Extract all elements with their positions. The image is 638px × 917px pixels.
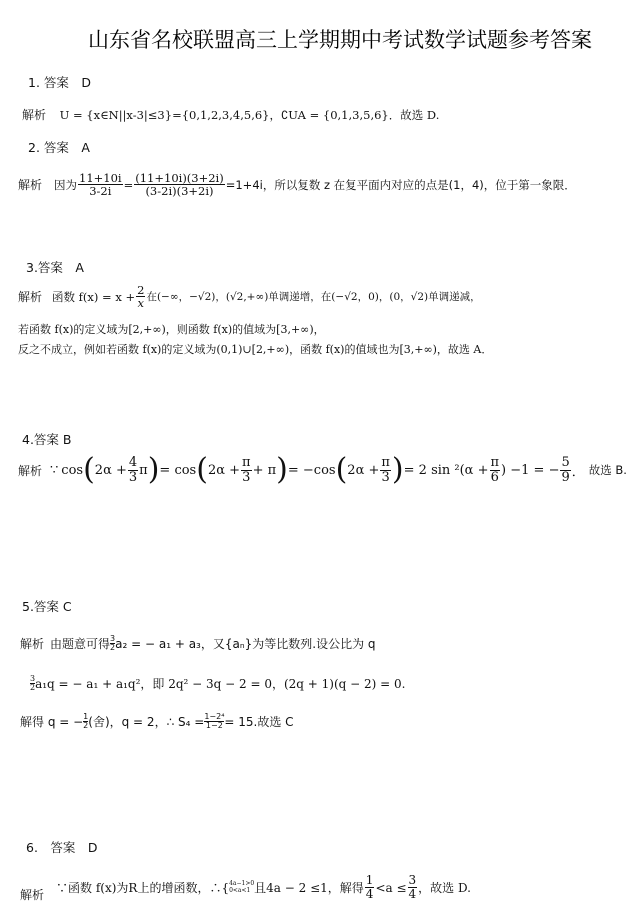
q6-frac-2 [408,874,418,900]
q4-a12: = 2 sin ²(α + [403,462,489,478]
q4-frac-3 [380,456,391,484]
q4-frac-3-num: π [381,454,390,470]
q5-l1: 由题意可得 [50,637,111,652]
q6-system-line-1: 4a−1>0 [229,879,255,887]
q5-l3-frac-1-den: 2 [83,721,89,731]
q6-frac-1 [365,874,375,900]
q5-l3c: = 15.故选 C [224,715,294,730]
q4-a8: + π [252,462,277,478]
q4-a14: ) −1 = − [501,462,560,478]
q4-frac-1-num: 4 [128,454,138,470]
q5-l3-frac-2-num: 1−2⁴ [204,712,225,721]
q4-paren-close-3: ) [391,452,404,487]
q2-answer-heading: 2. 答案 A [28,140,90,155]
q3-solution-label: 解析 [18,290,43,305]
q6-l2: 且4a − 2 ≤1，解得 [254,881,364,895]
q2-f1-denominator: 3-2i [89,184,112,199]
page-title: 山东省名校联盟高三上学期期中考试数学试题参考答案 [88,28,592,52]
q4-frac-1 [128,456,138,484]
q3-line-3: 反之不成立，例如若函数 f(x)的定义域为(0,1)∪[2,+∞)，函数 f(x)的值域也为[3,+∞)，故选 A． [18,343,493,356]
q5-l1-frac-num: 3 [110,634,116,643]
q2-f2-denominator: (3-2i)(3+2i) [145,184,214,199]
q3-l1a: 函数 f(x) = x + [52,289,136,304]
q6-frac-2-num: 3 [408,873,417,888]
q6-l1: ∵函数 f(x)为R上的增函数，∴{ [56,881,230,895]
q4-paren-open-2: ( [196,452,208,487]
q6-system [229,881,254,894]
q6-solution-label: 解析 [20,888,45,902]
q5-l1b: a₂ = − a₁ + a₃，又{aₙ}为等比数列.设公比为 q [115,637,376,652]
q6-solution [20,872,471,903]
q6-l3: <a ≤ [375,880,407,895]
q3-f-denominator: x [137,296,145,311]
q2-equals: = [123,177,134,192]
q4-a1: cos [61,462,84,478]
q4-paren-close-2: ) [276,452,288,487]
q5-line-3 [20,713,294,731]
q1-solution-label: 解析 [22,108,47,122]
q4-solution-label: 解析 [18,463,43,478]
q5-l3-frac-2 [204,713,224,731]
q4-frac-4-den: 6 [490,469,499,485]
q3-line-1 [18,284,481,309]
q2-solution [18,172,576,197]
q4-paren-open-1: ( [83,452,95,487]
q2-fraction-2 [134,172,224,197]
q4-solution [18,452,627,487]
q4-frac-5-num: 5 [561,454,570,470]
q4-a10: 2α + [347,462,380,478]
q3-fraction [136,284,145,309]
q6-frac-2-den: 4 [408,887,417,901]
q4-frac-2-den: 3 [242,469,251,485]
q3-l1b: 在(−∞，−√2)，(√2,+∞)单调递增，在(−√2，0)，(0，√2)单调递减， [146,291,481,304]
q5-l3a: 解得 q = − [20,715,84,730]
q3-f-numerator: 2 [137,283,145,297]
q5-l3-frac-1-num: 1 [83,712,89,721]
q5-l2: a₁q = − a₁ + a₁q²，即 2q² − 3q − 2 = 0，(2q + 1)(q − 2) = 0. [35,677,406,692]
q1-answer-heading: 1. 答案 D [28,75,92,90]
q4-a9: = −cos [287,462,336,478]
q4-answer-heading: 4.答案 B [22,432,72,447]
q2-fraction-1 [78,172,123,197]
q4-frac-5-den: 9 [561,469,570,485]
q4-frac-2 [241,456,252,484]
q6-answer-heading: 6. 答案 D [26,840,98,855]
q4-a4: π [139,462,148,478]
q4-a6: 2α + [207,462,241,478]
q4-frac-4 [490,456,501,484]
q3-line-2: 若函数 f(x)的定义域为[2,+∞)，则函数 f(x)的值域为[3,+∞)， [18,323,325,336]
q3-answer-heading: 3.答案 A [26,260,84,275]
q4-frac-2-num: π [242,454,251,470]
q5-line-1 [20,635,376,653]
q4-paren-open-3: ( [335,452,348,487]
q5-solution-label: 解析 [20,637,45,652]
q5-l3-frac-2-den: 1−2 [205,721,223,731]
q6-frac-1-den: 4 [365,887,374,901]
q4-a2: 2α + [94,462,127,478]
q1-solution [22,106,439,123]
q5-l1-frac-den: 2 [110,643,116,653]
q4-frac-3-den: 3 [381,469,390,485]
q4-frac-5 [560,456,570,484]
q2-f1-numerator: 11+10i [79,171,122,185]
q5-l2-frac-den: 2 [30,683,36,693]
q4-frac-4-num: π [490,454,500,470]
q4-paren-close-1: ) [147,452,160,487]
q4-frac-1-den: 3 [128,469,138,485]
q2-pre: 因为 [54,177,78,192]
q2-rest: =1+4i，所以复数 z 在复平面内对应的点是(1，4)，位于第一象限． [225,177,576,192]
q4-tail: 故选 B. [588,463,627,477]
q6-frac-1-num: 1 [365,873,374,888]
q2-f2-numerator: (11+10i)(3+2i) [135,171,224,185]
q6-l4: ，故选 D. [418,881,471,895]
q4-a5: = cos [159,462,197,478]
q6-system-line-2: 0<a<1 [229,886,251,894]
q4-a16: ． [571,464,585,480]
q1-solution-text: U = {x∈N||x-3|≤3}={0,1,2,3,4,5,6}，∁UA = {0,1,3,5,6}．故选 D. [59,108,440,122]
q5-l3b: (舍)，q = 2，∴ S₄ = [88,715,205,730]
q4-because: ∵ [50,462,59,478]
q5-answer-heading: 5.答案 C [22,599,72,614]
q2-solution-label: 解析 [18,178,43,193]
q5-line-2 [30,675,405,693]
q5-l2-frac-num: 3 [30,674,36,683]
